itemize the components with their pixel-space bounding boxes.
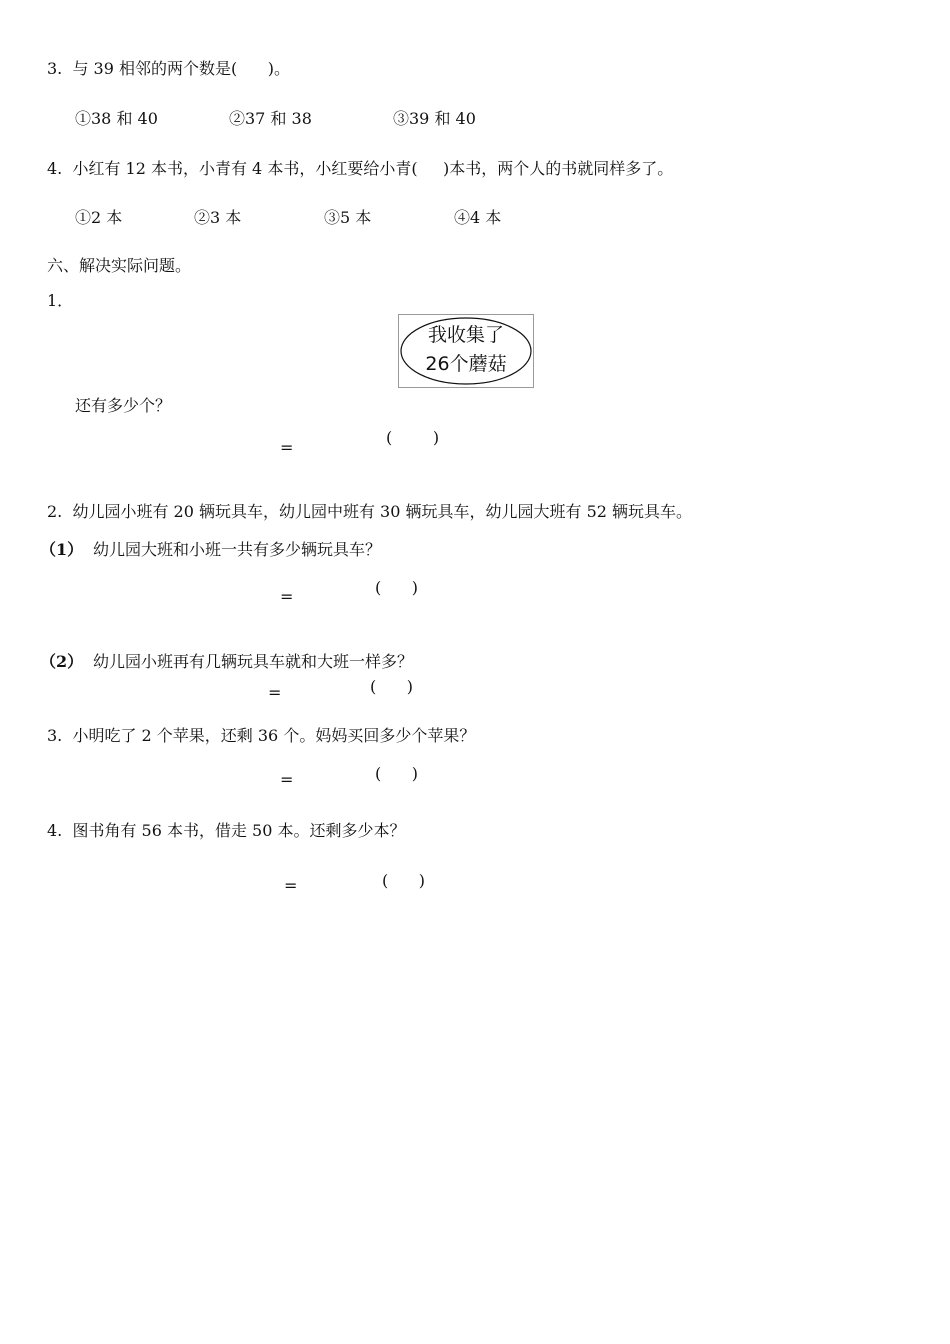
mushroom-speech-image bbox=[398, 314, 534, 388]
problem-4-text: 4. 图书角有 56 本书，借走 50 本。还剩多少本？ bbox=[47, 821, 406, 840]
problem-2-sub-2-text: 幼儿园小班再有几辆玩具车就和大班一样多？ bbox=[93, 652, 414, 671]
problem-3-text: 3. 小明吃了 2 个苹果，还剩 36 个。妈妈买回多少个苹果？ bbox=[47, 726, 476, 745]
question-3-text: 3. 与 39 相邻的两个数是( )。 bbox=[47, 59, 290, 78]
problem-1-question: 还有多少个？ bbox=[75, 396, 172, 415]
question-4-option-4: ④4 本 bbox=[454, 208, 502, 227]
problem-2-sub-1-text: 幼儿园大班和小班一共有多少辆玩具车？ bbox=[93, 540, 382, 559]
problem-4-answer-blank[interactable]: ( ) bbox=[382, 871, 425, 890]
problem-1-number: 1． bbox=[47, 291, 74, 310]
problem-2-text: 2. 幼儿园小班有 20 辆玩具车，幼儿园中班有 30 辆玩具车，幼儿园大班有 52 辆玩具车。 bbox=[47, 502, 693, 521]
problem-4-equals: = bbox=[284, 876, 298, 895]
question-3-option-2: ②37 和 38 bbox=[229, 109, 312, 128]
problem-2-sub-1-equals: = bbox=[280, 587, 294, 606]
image-text-line-2: 26个蘑菇 bbox=[425, 353, 507, 375]
problem-2-sub-1-number: （1） bbox=[40, 540, 84, 559]
question-4-option-3: ③5 本 bbox=[324, 208, 372, 227]
problem-2-sub-2-number: （2） bbox=[40, 652, 84, 671]
problem-3-equals: = bbox=[280, 770, 294, 789]
question-3-option-1: ①38 和 40 bbox=[75, 109, 158, 128]
problem-2-sub-2-equals: = bbox=[268, 683, 282, 702]
problem-1-equals: = bbox=[280, 438, 294, 457]
problem-2-sub-2-answer-blank[interactable]: ( ) bbox=[370, 677, 413, 696]
problem-2-sub-1-answer-blank[interactable]: ( ) bbox=[375, 578, 418, 597]
section-6-title: 六、解决实际问题。 bbox=[47, 256, 192, 275]
problem-1-answer-blank[interactable]: ( ) bbox=[386, 428, 440, 447]
question-4-option-1: ①2 本 bbox=[75, 208, 123, 227]
problem-3-answer-blank[interactable]: ( ) bbox=[375, 764, 418, 783]
question-3-option-3: ③39 和 40 bbox=[393, 109, 476, 128]
question-4-option-2: ②3 本 bbox=[194, 208, 242, 227]
image-text-line-1: 我收集了 bbox=[427, 324, 504, 346]
question-4-text: 4. 小红有 12 本书，小青有 4 本书，小红要给小青( )本书，两个人的书就同样多了。 bbox=[47, 159, 674, 178]
